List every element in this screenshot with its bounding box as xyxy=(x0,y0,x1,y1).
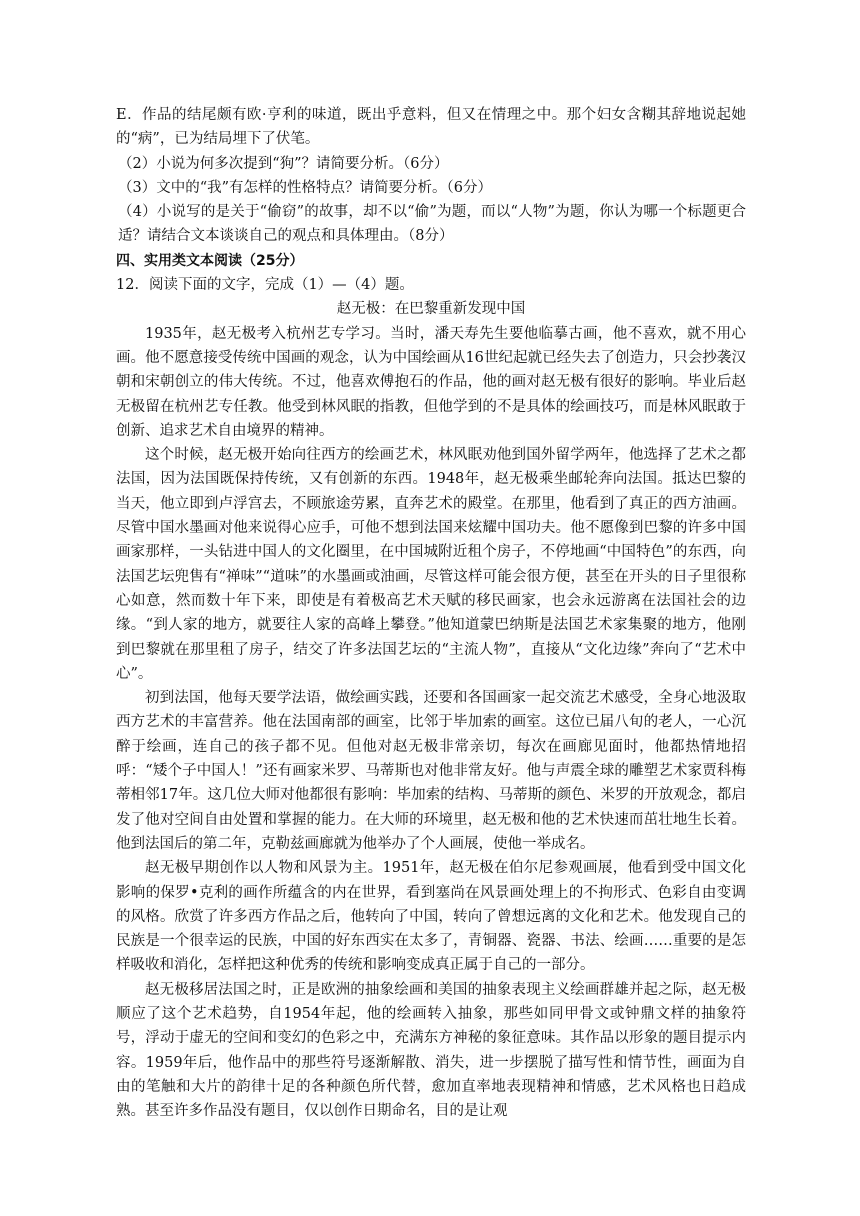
question-3: （3）文中的“我”有怎样的性格特点？请简要分析。（6分） xyxy=(118,179,493,196)
article-title: 赵无极：在巴黎重新发现中国 xyxy=(336,301,526,318)
article-paragraph-1: 1935年，赵无极考入杭州艺专学习。当时，潘天寿先生要他临摹古画，他不喜欢，就不用心画。他不愿意接受传统中国画的观念，认为中国绘画从16世纪起就已经失去了创造力，只会抄袭汉朝和宋朝创立的伟大传统。不过，他喜欢傅抱石的作品，他的画对赵无极有很好的影响。毕业后赵无极留在杭州艺专任教。他受到林风眠的指教，但他学到的不是具体的绘画技巧，而是林风眠敢于创新、追求艺术自由境界的精神。 xyxy=(116,325,746,439)
document-page xyxy=(116,103,746,1123)
task-instruction: 12．阅读下面的文字，完成（1）—（4）题。 xyxy=(116,277,414,294)
question-4: （4）小说写的是关于“偷窃”的故事，却不以“偷”为题，而以“人物”为题，你认为哪一个标题更合适？请结合文本谈谈自己的观点和具体理由。（8分） xyxy=(118,204,746,245)
article-paragraph-2: 这个时候，赵无极开始向往西方的绘画艺术，林风眠劝他到国外留学两年，他选择了艺术之都法国，因为法国既保持传统，又有创新的东西。1948年，赵无极乘坐邮轮奔向法国。抵达巴黎的当天，他立即到卢浮宫去，不顾旅途劳累，直奔艺术的殿堂。在那里，他看到了真正的西方油画。尽管中国水墨画对他来说得心应手，可他不想到法国来炫耀中国功夫。他不愿像到巴黎的许多中国画家那样，一头钻进中国人的文化圈里，在中国城附近租个房子，不停地画“中国特色”的东西，向法国艺坛兜售有“禅味”“道味”的水墨画或油画，尽管这样可能会很方便，甚至在开头的日子里很称心如意，然而数十年下来，即使是有着极高艺术天赋的移民画家，也会永远游离在法国社会的边缘。“到人家的地方，就要往人家的高峰上攀登。”他知道蒙巴纳斯是法国艺术家集聚的地方，他刚到巴黎就在那里租了房子，结交了许多法国艺坛的“主流人物”，直接从“文化边缘”奔向了“艺术中心”。 xyxy=(116,447,746,682)
article-paragraph-3: 初到法国，他每天要学法语，做绘画实践，还要和各国画家一起交流艺术感受，全身心地汲取西方艺术的丰富营养。他在法国南部的画室，比邻于毕加索的画室。这位已届八旬的老人，一心沉醉于绘画，连自己的孩子都不见。但他对赵无极非常亲切，每次在画廊见面时，他都热情地招呼：“矮个子中国人！”还有画家米罗、马蒂斯也对他非常友好。他与声震全球的雕塑艺术家贾科梅蒂相邻17年。这几位大师对他都很有影响：毕加索的结构、马蒂斯的颜色、米罗的开放观念，都启发了他对空间自由处置和掌握的能力。在大师的环境里，赵无极和他的艺术快速而茁壮地生长着。他到法国后的第二年，克勒兹画廊就为他举办了个人画展，使他一举成名。 xyxy=(116,690,746,852)
article-paragraph-4: 赵无极早期创作以人物和风景为主。1951年，赵无极在伯尔尼参观画展，他看到受中国文化影响的保罗•克利的画作所蕴含的内在世界，看到塞尚在风景画处理上的不拘形式、色彩自由变调的风格。欣赏了许多西方作品之后，他转向了中国，转向了曾想远离的文化和艺术。他发现自己的民族是一个很幸运的民族，中国的好东西实在太多了，青铜器、瓷器、书法、绘画……重要的是怎样吸收和消化，怎样把这种优秀的传统和影响变成真正属于自己的一部分。 xyxy=(116,860,746,974)
option-e: E．作品的结尾颇有欧·亨利的味道，既出乎意料，但又在情理之中。那个妇女含糊其辞地说起她的“病”，已为结局埋下了伏笔。 xyxy=(116,107,746,148)
section-heading: 四、实用类文本阅读（25分） xyxy=(116,252,304,269)
question-2: （2）小说为何多次提到“狗”？请简要分析。（6分） xyxy=(118,155,449,172)
article-paragraph-5: 赵无极移居法国之时，正是欧洲的抽象绘画和美国的抽象表现主义绘画群雄并起之际，赵无极顺应了这个艺术趋势，自1954年起，他的绘画转入抽象，那些如同甲骨文或钟鼎文样的抽象符号，浮动于虚无的空间和变幻的色彩之中，充满东方神秘的象征意味。其作品以形象的题目提示内容。1959年后，他作品中的那些符号逐渐解散、消失，进一步摆脱了描写性和情节性，画面为自由的笔触和大片的韵律十足的各种颜色所代替，愈加直率地表现精神和情感，艺术风格也日趋成熟。甚至许多作品没有题目，仅以创作日期命名，目的是让观 xyxy=(116,981,746,1120)
